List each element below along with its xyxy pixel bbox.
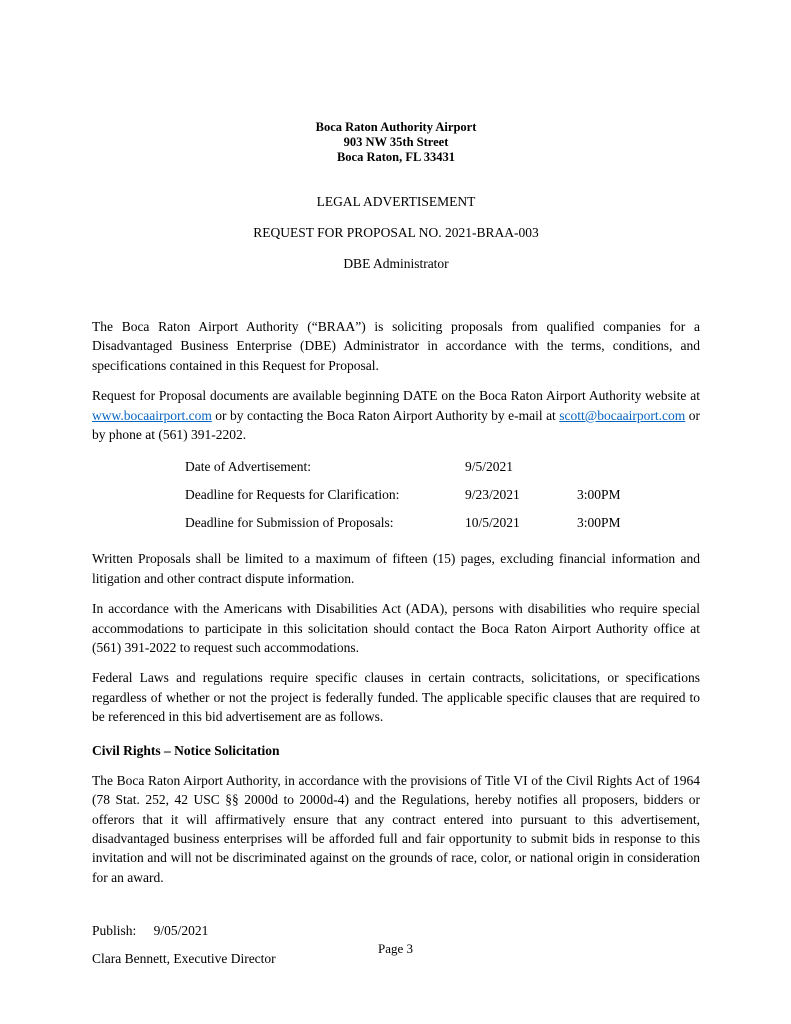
schedule-date: 9/23/2021 bbox=[465, 487, 520, 503]
schedule-label: Deadline for Requests for Clarification: bbox=[185, 487, 400, 503]
paragraph-ada: In accordance with the Americans with Disabilities Act (ADA), persons with disabilities who require special accommodations to participate in this solicitation should contact the Boca Raton Airport Authority office at (561) 391-2022 to request such accommodations. bbox=[92, 601, 700, 656]
paragraph-availability bbox=[92, 386, 700, 444]
title-position: DBE Administrator bbox=[343, 256, 449, 271]
email-link[interactable]: scott@bocaairport.com bbox=[559, 407, 686, 423]
schedule-table bbox=[92, 457, 700, 532]
availability-text-pre: Request for Proposal documents are available beginning DATE on the Boca Raton Airport Authority website at bbox=[92, 388, 700, 404]
table-row bbox=[92, 457, 700, 476]
letterhead bbox=[92, 120, 700, 165]
paragraph-page-limit: Written Proposals shall be limited to a maximum of fifteen (15) pages, excluding financial information and litigation and other contract dispute information. bbox=[92, 551, 700, 586]
org-name: Boca Raton Authority Airport bbox=[315, 120, 477, 134]
publish-label: Publish: bbox=[92, 923, 137, 939]
publish-date: 9/05/2021 bbox=[153, 923, 209, 939]
schedule-label: Date of Advertisement: bbox=[185, 459, 311, 475]
publish-line bbox=[92, 921, 700, 940]
schedule-time bbox=[577, 457, 657, 476]
schedule-date: 9/5/2021 bbox=[465, 459, 514, 475]
title-rfp-number: REQUEST FOR PROPOSAL NO. 2021-BRAA-003 bbox=[253, 225, 539, 240]
table-row bbox=[92, 513, 700, 532]
schedule-time: 3:00PM bbox=[577, 487, 621, 503]
availability-text-post: or by phone at (561) 391-2202. bbox=[92, 407, 700, 443]
paragraph-intro: The Boca Raton Airport Authority (“BRAA”) is soliciting proposals from qualified companies for a Disadvantaged Business Enterprise (DBE) Administrator in accordance with the terms, conditions, and specifications contained in this Request for Proposal. bbox=[92, 319, 700, 373]
document-content bbox=[92, 0, 700, 968]
title-legal-advertisement: LEGAL ADVERTISEMENT bbox=[316, 194, 476, 209]
org-street: 903 NW 35th Street bbox=[343, 135, 449, 149]
schedule-date: 10/5/2021 bbox=[465, 515, 520, 531]
schedule-time: 3:00PM bbox=[577, 515, 621, 531]
table-row bbox=[92, 485, 700, 504]
paragraph-civil-rights: The Boca Raton Airport Authority, in accordance with the provisions of Title VI of the Civil Rights Act of 1964 (78 Stat. 252, 42 USC §§ 2000d to 2000d-4) and the Regulations, hereby notifies all proposers, bidders or offerors that it will affirmatively ensure that any contract entered into pursuant to this advertisement, disadvantaged business enterprises will be afforded full and fair opportunity to submit bids in response to this invitation and will not be discriminated against on the grounds of race, color, or national origin in consideration for an award. bbox=[92, 772, 700, 885]
schedule-label: Deadline for Submission of Proposals: bbox=[185, 515, 394, 531]
page-number: Page 3 bbox=[377, 941, 414, 956]
heading-civil-rights: Civil Rights – Notice Solicitation bbox=[92, 742, 280, 758]
paragraph-federal-laws: Federal Laws and regulations require specific clauses in certain contracts, solicitations, or specifications regardless of whether or not the project is federally funded. The applicable specific clauses that are required to be referenced in this bid advertisement are as follows. bbox=[92, 670, 700, 725]
signature-line: Clara Bennett, Executive Director bbox=[92, 951, 276, 967]
website-link[interactable]: www.bocaairport.com bbox=[92, 407, 212, 423]
org-city-state-zip: Boca Raton, FL 33431 bbox=[336, 150, 456, 164]
availability-text-mid: or by contacting the Boca Raton Airport Authority by e-mail at bbox=[211, 407, 560, 423]
